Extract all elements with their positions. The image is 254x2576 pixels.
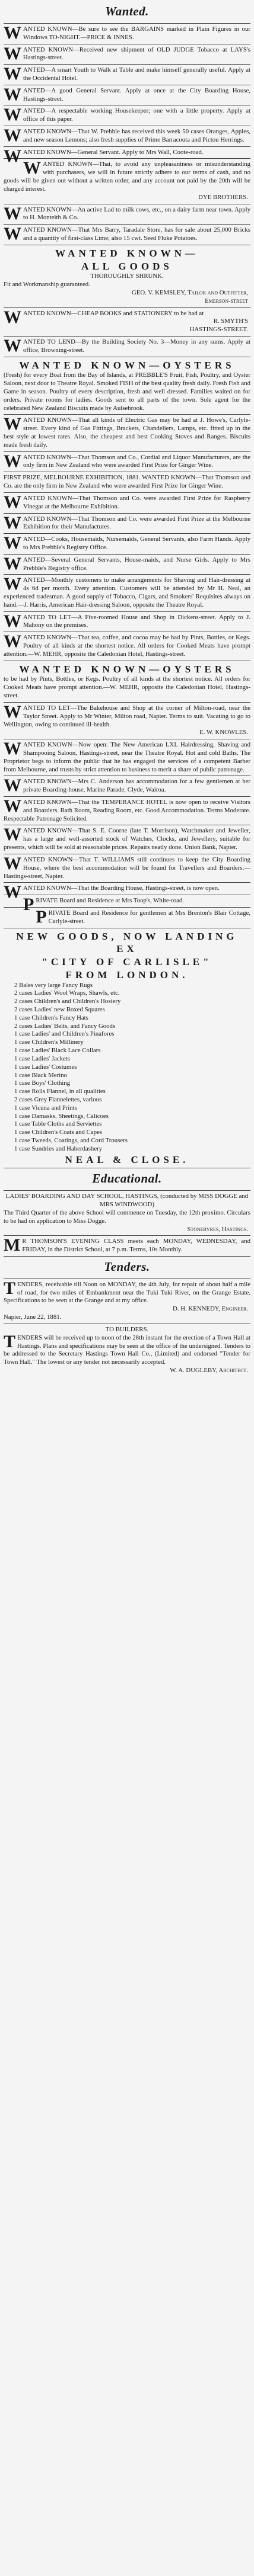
drop-cap: W <box>4 84 21 104</box>
ad-text: RIVATE Board and Residence at Mrs Toop's, White-road. <box>36 897 185 905</box>
drop-cap: W <box>4 776 21 796</box>
ad-headline: FROM LONDON. <box>65 969 189 981</box>
ad-wanted-12 <box>4 335 250 355</box>
ad-headline: ALL GOODS <box>81 260 173 272</box>
list-item: 1 case Ladies' Black Lace Collars <box>14 1047 101 1055</box>
drop-cap: W <box>4 825 21 845</box>
drop-cap: P <box>23 895 34 915</box>
divider <box>4 146 250 147</box>
drop-cap: W <box>4 335 21 355</box>
ad-text: Fit and Workmanship guaranteed. <box>4 281 90 289</box>
drop-cap: W <box>4 203 21 223</box>
ad-text: The Third Quarter of the above School will commence on Tuesday, the 12th proximo. Circulars to be had on application to Miss Dogge. <box>4 1209 250 1225</box>
ad-signature: Emerson-street <box>205 297 248 305</box>
ad-text: ANTED—Several General Servants, House-maids, and Nurse Girls. Apply to Mrs Prebble's Registry office. <box>23 556 250 572</box>
list-item: 1 case Ladies' Jackets <box>14 1055 70 1062</box>
ad-text: ANTED KNOWN—That Mrs Barry, Taradale Store, has for sale about 25,000 Bricks and a quantity of first-class Lime; also 15 cwt. Seed Fluke Potatoes. <box>23 226 250 242</box>
ad-wanted-7 <box>4 146 250 166</box>
ad-ladies-school <box>4 1193 250 1233</box>
ad-signature: GEO. V. KEMSLEY, Tailor and Outfitter, <box>131 289 248 296</box>
section-heading-tenders: Tenders. <box>104 1259 150 1274</box>
ad-wanted-11 <box>4 307 250 334</box>
ad-text: ANTED KNOWN—Now open: The New American LXL Hairdressing, Shaving and Shampooing Saloon, Hastings-street, near the Theatre Royal. Hot and cold Baths. The Proprietor begs to inform the public that he has engaged the services of a competent Barber from Melbourne, and trusts by strict attention to business to merit a share of public patronage. <box>4 741 250 773</box>
ad-oysters-1 <box>4 359 250 413</box>
ad-wanted-21 <box>4 634 250 658</box>
drop-cap: W <box>4 105 21 125</box>
ad-text: ANTED—Cooks, Housemaids, Nursemaids, General Servants, also Farm Hands. Apply to Mrs Prebble's Registry Office. <box>23 536 250 551</box>
drop-cap: W <box>4 739 21 759</box>
drop-cap: W <box>4 512 21 533</box>
list-item: 2 cases Ladies' Wool Wraps, Shawls, etc. <box>14 989 120 997</box>
drop-cap: P <box>36 906 47 927</box>
drop-cap: W <box>4 611 21 631</box>
ad-wanted-4 <box>4 84 250 104</box>
drop-cap: W <box>4 64 21 84</box>
ad-wanted-24 <box>4 778 250 794</box>
ad-text: ANTED KNOWN—That all kinds of Electric Gas may be had at J. Howe's, Carlyle-street. Every kind of Gas Fittings, Brackets, Chandeliers, Lamps, etc. fitted up in the best style at lowest rates. Also, the cheapest and best Cooking Stoves and Ranges. Biscuits made fresh daily. <box>4 416 250 448</box>
drop-cap: W <box>4 414 21 434</box>
drop-cap: M <box>4 1235 21 1255</box>
ad-wanted-26 <box>4 827 250 851</box>
ad-signature: W. A. DUGLEBY, Architect. <box>170 1366 248 1374</box>
list-item: 2 cases Children's and Children's Hosiery <box>14 998 121 1005</box>
ad-evening-class <box>4 1235 250 1255</box>
ad-text: ANTED KNOWN—That T. WILLIAMS still continues to keep the City Boarding House, where the best accommodation will be found for Travellers and Boarders.—Hastings-street, Napier. <box>4 856 250 880</box>
ad-text: ANTED—A respectable working Housekeeper; one with a little property. Apply at office of this paper. <box>23 107 250 123</box>
ad-text: ANTED TO LET—A Five-roomed House and Shop in Dickens-street. Apply to J. Mahony on the premises. <box>23 613 250 629</box>
ad-text: ANTED TO LET—The Bakehouse and Shop at the corner of Milton-road, near the Taylor Street. Apply to Mr Winter, Milton road, Napier. Terms to suit. Vacating to go to Wellington, owing to continued ill-health. <box>4 704 250 728</box>
divider <box>4 492 250 493</box>
ad-wanted-25 <box>4 796 250 823</box>
ad-text: ANTED KNOWN—That Thomson and Co., Cordial and Liquor Manufacturers, are the only firm in New Zealand who were awarded First Prize for Ginger Wine. <box>23 453 250 469</box>
list-item: 1 case Damasks, Sheetings, Calicoes <box>14 1112 109 1120</box>
ad-tender-1 <box>4 1278 250 1322</box>
ad-signature: NEAL & CLOSE. <box>65 1154 189 1165</box>
divider <box>4 1256 250 1257</box>
ad-wanted-2 <box>4 43 250 63</box>
ad-wanted-27 <box>4 853 250 880</box>
ad-signature: R. SMYTH'S <box>213 318 248 325</box>
divider <box>4 702 250 703</box>
list-item: 1 case Children's Fancy Hats <box>14 1014 88 1021</box>
divider <box>4 451 250 452</box>
ad-wanted-9 <box>4 203 250 223</box>
list-item: 1 case Ladies' and Children's Pinafores <box>14 1030 115 1038</box>
ad-text: (Fresh) for every Boat from the Bay of Islands, at PREBBLE'S Fruit, Fish, Poultry, and Oyster Saloon, next door to Theatre Royal. Smoked FISH of the best quality fresh daily. Fresh Fish and Game in season. Poultry of every description, fresh and well dressed. Families waited on for orders. Private rooms for ladies. Goods sent to all parts of the town. Sole agent for the celebrated New Zealand Biscuits made by Aulsebrook. <box>4 371 250 412</box>
drop-cap: W <box>4 632 21 652</box>
drop-cap: W <box>4 43 21 63</box>
ad-text: ANTED KNOWN—That tea, coffee, and cocoa may be had by Pints, Bottles, or Kegs. Poultry of all kinds at the shortest notice. All orders for Cooked Meats have prompt attention.—W. MEHR, opposite the Caledonian Hotel, Hastings-street. <box>4 634 250 658</box>
drop-cap: W <box>4 701 21 722</box>
drop-cap: T <box>4 1278 16 1298</box>
divider <box>4 336 250 337</box>
ad-wanted-13 <box>4 416 250 449</box>
drop-cap: W <box>4 307 21 327</box>
ad-text: ANTED—Monthly customers to make arrangements for Shaving and Hair-dressing at 4s 6d per month. Every attention. Customers will be attended by Mr H. Neal, an experienced tradesman. A good supply of Tobacco, Cigars, and Smokers' Requisites always on hand.—J. Harris, American Hair-dressing Saloon, opposite the Theatre Royal. <box>4 576 250 608</box>
ad-text: ANTED KNOWN—That S. E. Coorne (late T. Morrison), Watchmaker and Jeweller, has a large and well-assorted stock of Watches, Clocks, and Jewellery, suitable for presents, which will be sold at reasonable prices. Repairs neatly done. Union Bank, Napier. <box>4 827 250 851</box>
divider <box>4 513 250 514</box>
ad-headline: "CITY OF CARLISLE" <box>42 956 212 968</box>
ad-text: ANTED KNOWN—That Thomson and Co. were awarded First Prize at the Melbourne Exhibition for their Manufactures. <box>23 515 250 531</box>
ad-headline: WANTED KNOWN—OYSTERS <box>19 359 235 371</box>
divider <box>4 1235 250 1236</box>
ad-tender-2 <box>4 1326 250 1375</box>
list-item: 2 Bales very large Fancy Rugs <box>14 981 93 989</box>
drop-cap: W <box>4 882 21 902</box>
ad-wanted-1 <box>4 25 250 42</box>
ad-signature: Stonebyres, Hastings. <box>187 1225 248 1233</box>
divider <box>4 611 250 612</box>
ad-headline: LADIES' BOARDING AND DAY SCHOOL, HASTINGS, (conducted by MISS DOGGE and MRS WINDWOOD) <box>5 1193 249 1209</box>
ad-wanted-14 <box>4 451 250 471</box>
ad-private-1 <box>4 895 250 915</box>
list-item: 1 case Boys' Clothing <box>14 1079 71 1087</box>
ad-signature: E. W. KNOWLES. <box>199 729 248 736</box>
list-item: 2 cases Grey Flannelettes, various <box>14 1095 102 1103</box>
ad-text: ANTED KNOWN—That W. Prebble has received this week 50 cases Oranges, Apples, and new season Lemons; also fresh supplies of Prime Barracouta and Pictou Herrings. <box>23 128 250 143</box>
drop-cap: W <box>4 23 21 43</box>
list-item: 1 case Children's Coats and Capes <box>14 1129 102 1136</box>
ad-wanted-22 <box>4 701 250 737</box>
ad-text: ANTED KNOWN—Be sure to see the BARGAINS marked in Plain Figures in our Windows TO-NIGHT.—PRICE & INNES. <box>23 25 250 41</box>
ad-headline: TO BUILDERS. <box>105 1325 149 1333</box>
divider <box>4 796 250 797</box>
ad-wanted-23 <box>4 741 250 774</box>
ad-oysters-2 <box>4 663 250 700</box>
ad-text: ANTED KNOWN—That, to avoid any unpleasantness or misunderstanding with purchasers, we will in future strictly adhere to our terms of cash, and no goods will be given out without a written order, and any account not paid by the 20th will be charged interest. <box>4 161 250 193</box>
drop-cap: W <box>4 553 21 573</box>
ad-new-goods <box>4 930 250 1167</box>
ad-text: ANTED KNOWN—That the Boarding House, Hastings-street, is now open. <box>23 885 220 892</box>
drop-cap: W <box>4 146 21 166</box>
list-item: 1 case Rolls Flannel, in all qualities <box>14 1088 106 1095</box>
ad-headline: NEW GOODS, NOW LANDING EX <box>16 930 238 955</box>
ad-wanted-20 <box>4 611 250 631</box>
drop-cap: W <box>4 451 21 471</box>
ad-text: ANTED KNOWN—CHEAP BOOKS and STATIONERY to be had at <box>23 309 204 317</box>
ad-text: to be had by Pints, Bottles, or Kegs. Poultry of all kinds at the shortest notice. All orders for Cooked Meats have prompt attention.—W. MEHR, opposite the Caledonian Hotel, Hastings-street. <box>4 675 250 700</box>
ad-wanted-17 <box>4 533 250 553</box>
list-item: 1 case Children's Millinery <box>14 1039 84 1046</box>
divider <box>4 533 250 534</box>
ad-wanted-15 <box>4 492 250 512</box>
list-item: 1 case Tweeds, Coatings, and Cord Trousers <box>14 1137 128 1144</box>
ad-wanted-19 <box>4 576 250 609</box>
ad-headline: WANTED KNOWN— <box>55 247 199 259</box>
ad-wanted-6 <box>4 128 250 145</box>
divider <box>4 414 250 415</box>
ad-text: ANTED KNOWN—Mrs C. Anderson has accommodation for a few gentlemen at her private Boarding-house, Marine Parade, Clyde, Wairoa. <box>23 778 250 794</box>
ad-text: R THOMSON'S EVENING CLASS meets each MONDAY, WEDNESDAY, and FRIDAY, in the District School, at 7 p.m. Terms, 10s Monthly. <box>22 1238 250 1254</box>
ad-text: ANTED—A good General Servant. Apply at once at the City Boarding House, Hastings-street. <box>23 86 250 102</box>
drop-cap: W <box>23 158 41 178</box>
list-item: 1 case Black Merino <box>14 1071 68 1079</box>
divider <box>4 574 250 575</box>
list-item: 2 cases Ladies' Belts, and Fancy Goods <box>14 1022 116 1030</box>
divider <box>4 64 250 65</box>
list-item: 1 case Table Cloths and Serviettes <box>14 1120 102 1128</box>
ad-text: FIRST PRIZE, MELBOURNE EXHIBITION, 1881. WANTED KNOWN—That Thomson and Co. are the only firm in New Zealand who were awarded First Prize for Ginger Wine. <box>4 474 250 490</box>
ad-text: ENDERS will be received up to noon of the 28th instant for the erection of a Town Hall at Hastings. Plans and specifications may be seen at the office of the undersigned. Tenders to be addressed to the Secretary Hastings Town Hall Co., (Limited) and endorsed "Tender for Town Hall." The lowest or any tender not necessarily accepted. <box>4 1334 250 1366</box>
ad-prize <box>4 474 250 491</box>
ad-signature: DYE BROTHERS. <box>198 193 248 201</box>
section-heading-wanted: Wanted. <box>105 4 149 18</box>
drop-cap: W <box>4 853 21 873</box>
ad-wanted-goods <box>4 247 250 306</box>
ad-text: ENDERS, receivable till Noon on MONDAY, the 4th July, for repair of about half a mile of road, for two miles of Embankment near the Tuki Tuki River, on the Grange Estate. Specifications to be seen at the Grange and at my office. <box>4 1280 250 1305</box>
divider <box>4 23 250 24</box>
list-item: 1 case Ladies' Costumes <box>14 1063 77 1071</box>
ad-wanted-10 <box>4 226 250 243</box>
ad-signature: D. H. KENNEDY, Engineer. <box>173 1305 248 1313</box>
list-item: 1 case Sundries and Haberdashery <box>14 1145 103 1152</box>
list-item: 1 case Vicuna and Prints <box>14 1104 77 1111</box>
drop-cap: W <box>4 492 21 512</box>
ad-wanted-5 <box>4 107 250 124</box>
divider <box>4 554 250 555</box>
drop-cap: W <box>4 574 21 594</box>
ad-text: ANTED TO LEND—By the Building Society No. 3—Money in any sums. Apply at office, Browning-street. <box>23 338 250 354</box>
list-item: 2 cases Ladies' new Boxed Squares <box>14 1006 105 1013</box>
ad-text: ANTED KNOWN—An active Lad to milk cows, etc., on a dairy farm near town. Apply to H. Monteith & Co. <box>23 206 250 222</box>
section-heading-educational: Educational. <box>92 1171 162 1186</box>
drop-cap: W <box>4 533 21 553</box>
ad-subhead: THOROUGHLY SHRUNK. <box>90 273 164 280</box>
ad-dateline: Napier, June 22, 1881. <box>4 1313 62 1321</box>
ad-wanted-18 <box>4 553 250 573</box>
goods-list <box>4 982 250 1154</box>
drop-cap: T <box>4 1331 16 1351</box>
ad-text: ANTED KNOWN—That the TEMPERANCE HOTEL is now open to receive Visitors and Boarders. Bath Room, Reading Room, etc. Good Accommodation. Terms Moderate. Respectable Patronage Solicited. <box>4 799 250 822</box>
ad-private-2 <box>4 906 250 927</box>
ad-headline: WANTED KNOWN—OYSTERS <box>19 663 235 675</box>
divider <box>4 1190 250 1191</box>
ad-wanted-8 <box>4 158 250 201</box>
ad-wanted-3 <box>4 66 250 83</box>
ad-signature: HASTINGS-STREET. <box>189 326 248 334</box>
ad-text: ANTED—A smart Youth to Walk at Table and make himself generally useful. Apply at the Occidental Hotel. <box>23 66 250 82</box>
ad-text: ANTED KNOWN—That Thomson and Co. were awarded First Prize for Raspberry Vinegar at the Melbourne Exhibition. <box>23 494 250 510</box>
ad-text: ANTED KNOWN—Received new shipment of OLD JUDGE Tobacco at LAYS's Hastings-street. <box>23 46 250 62</box>
drop-cap: W <box>4 126 21 145</box>
divider <box>4 224 250 225</box>
divider <box>4 307 250 308</box>
ad-text: ANTED KNOWN—General Servant. Apply to Mrs Wall, Coote-road. <box>23 148 204 156</box>
ad-text: RIVATE Board and Residence for gentlemen at Mrs Brenton's Blair Cottage, Carlyle-street. <box>48 909 250 925</box>
drop-cap: W <box>4 224 21 244</box>
ad-wanted-16 <box>4 512 250 533</box>
drop-cap: W <box>4 796 21 816</box>
divider <box>4 882 250 883</box>
